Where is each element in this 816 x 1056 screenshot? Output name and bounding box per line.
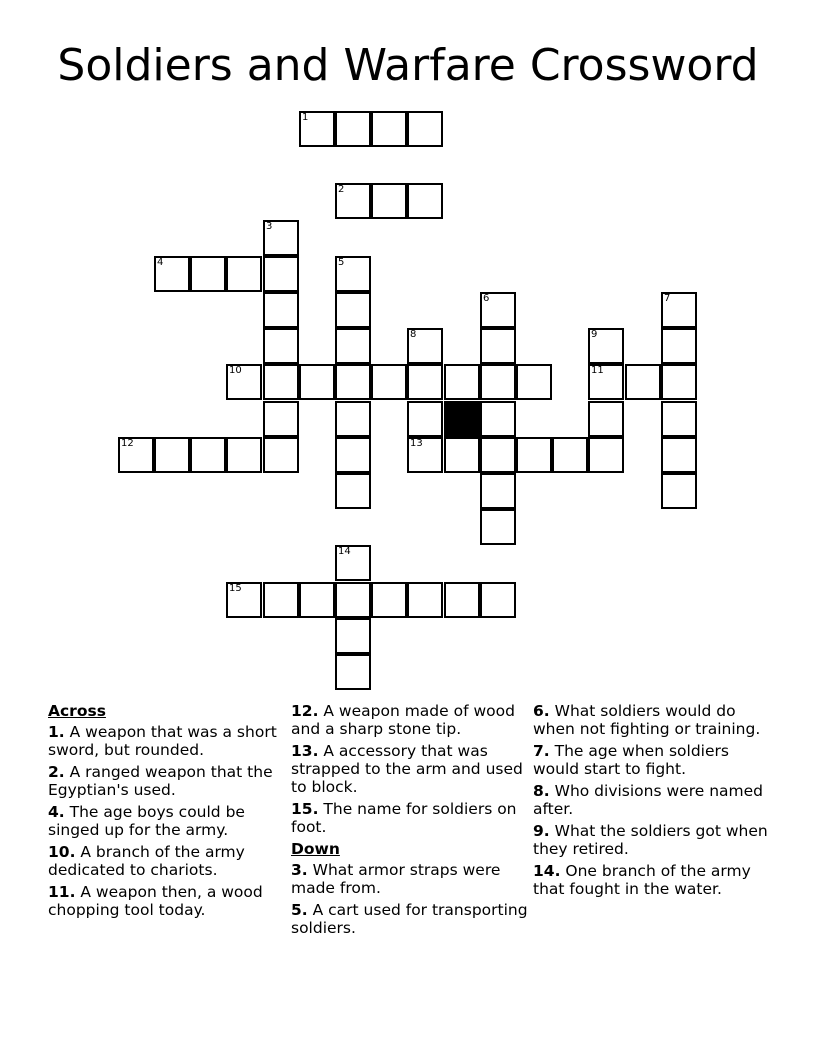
clue-item-text: A weapon that was a short sword, but rounded.: [48, 723, 277, 759]
clue-item: [291, 861, 531, 897]
grid-cell[interactable]: [226, 256, 262, 292]
clue-item-number: 10.: [48, 843, 76, 861]
clue-item-text: One branch of the army that fought in the water.: [533, 862, 751, 898]
grid-cell[interactable]: [407, 437, 443, 473]
grid-cell[interactable]: [480, 437, 516, 473]
grid-cell[interactable]: [263, 401, 299, 437]
clue-item-number: 7.: [533, 742, 550, 760]
grid-cell[interactable]: [335, 111, 371, 147]
clue-number: 13: [410, 438, 423, 449]
clue-item-number: 3.: [291, 861, 308, 879]
grid-cell[interactable]: [263, 582, 299, 618]
clue-number: 5: [338, 257, 345, 268]
clue-item: [48, 763, 278, 799]
grid-cell[interactable]: [588, 328, 624, 364]
grid-cell[interactable]: [299, 111, 335, 147]
grid-cell[interactable]: [226, 364, 262, 400]
grid-cell[interactable]: [299, 364, 335, 400]
grid-cell[interactable]: [335, 545, 371, 581]
grid-cell[interactable]: [263, 437, 299, 473]
across-heading: Across: [48, 702, 106, 720]
grid-cell[interactable]: [480, 509, 516, 545]
grid-cell[interactable]: [625, 364, 661, 400]
clue-item-text: A branch of the army dedicated to chariots.: [48, 843, 245, 879]
grid-cell[interactable]: [661, 401, 697, 437]
grid-cell[interactable]: [407, 582, 443, 618]
grid-cell[interactable]: [226, 437, 262, 473]
grid-cell[interactable]: [335, 364, 371, 400]
clue-item-number: 9.: [533, 822, 550, 840]
grid-cell[interactable]: [335, 292, 371, 328]
clue-number: 8: [410, 329, 417, 340]
clue-item-number: 5.: [291, 901, 308, 919]
grid-cell[interactable]: [661, 292, 697, 328]
grid-cell[interactable]: [516, 364, 552, 400]
clue-number: 15: [229, 583, 242, 594]
grid-cell[interactable]: [335, 582, 371, 618]
clue-item-number: 4.: [48, 803, 65, 821]
page-title: Soldiers and Warfare Crossword: [57, 40, 759, 91]
grid-cell[interactable]: [480, 582, 516, 618]
clue-number: 10: [229, 365, 242, 376]
grid-cell[interactable]: [263, 328, 299, 364]
clue-item-number: 15.: [291, 800, 319, 818]
grid-cell[interactable]: [444, 437, 480, 473]
grid-cell[interactable]: [154, 256, 190, 292]
clue-item-text: The age boys could be singed up for the army.: [48, 803, 245, 839]
clue-number: 14: [338, 546, 351, 557]
clue-item: [291, 742, 531, 796]
clue-number: 3: [266, 221, 273, 232]
grid-cell[interactable]: [263, 292, 299, 328]
grid-cell[interactable]: [407, 401, 443, 437]
grid-cell[interactable]: [335, 618, 371, 654]
grid-cell[interactable]: [480, 473, 516, 509]
clue-item-text: A weapon made of wood and a sharp stone tip.: [291, 702, 515, 738]
clue-item: [533, 862, 773, 898]
grid-cell[interactable]: [335, 437, 371, 473]
grid-cell[interactable]: [226, 582, 262, 618]
clue-item: [533, 702, 773, 738]
grid-cell[interactable]: [190, 256, 226, 292]
clue-item-text: The name for soldiers on foot.: [291, 800, 517, 836]
clue-item: [533, 742, 773, 778]
grid-cell[interactable]: [480, 401, 516, 437]
clue-item-text: A accessory that was strapped to the arm and used to block.: [291, 742, 523, 796]
grid-cell[interactable]: [480, 328, 516, 364]
grid-cell[interactable]: [335, 401, 371, 437]
clue-item-number: 12.: [291, 702, 319, 720]
clue-number: 9: [591, 329, 598, 340]
clue-column-3: [533, 702, 773, 902]
grid-cell[interactable]: [480, 364, 516, 400]
clue-column-2: [291, 702, 531, 941]
grid-cell[interactable]: [407, 364, 443, 400]
clue-item-number: 6.: [533, 702, 550, 720]
grid-cell[interactable]: [335, 473, 371, 509]
clue-number: 12: [121, 438, 134, 449]
clue-item-text: The age when soldiers would start to fight.: [533, 742, 729, 778]
clue-item-number: 13.: [291, 742, 319, 760]
grid-cell[interactable]: [444, 582, 480, 618]
clue-item-text: A weapon then, a wood chopping tool today.: [48, 883, 263, 919]
clue-item: [533, 782, 773, 818]
blocked-cell: [444, 401, 480, 437]
grid-cell[interactable]: [154, 437, 190, 473]
grid-cell[interactable]: [516, 437, 552, 473]
grid-cell[interactable]: [661, 473, 697, 509]
grid-cell[interactable]: [263, 364, 299, 400]
down-heading: Down: [291, 840, 340, 858]
clue-number: 1: [302, 112, 309, 123]
clue-number: 4: [157, 257, 164, 268]
clue-item: [48, 843, 278, 879]
clue-number: 11: [591, 365, 604, 376]
clue-item-number: 1.: [48, 723, 65, 741]
grid-cell[interactable]: [299, 582, 335, 618]
grid-cell[interactable]: [588, 364, 624, 400]
clue-item-text: What soldiers would do when not fighting or training.: [533, 702, 761, 738]
grid-cell[interactable]: [335, 654, 371, 690]
grid-cell[interactable]: [263, 256, 299, 292]
grid-cell[interactable]: [588, 437, 624, 473]
grid-cell[interactable]: [407, 111, 443, 147]
grid-cell[interactable]: [407, 328, 443, 364]
clue-number: 6: [483, 293, 490, 304]
clue-item-text: A ranged weapon that the Egyptian's used.: [48, 763, 273, 799]
clue-item-text: A cart used for transporting soldiers.: [291, 901, 528, 937]
grid-cell[interactable]: [335, 328, 371, 364]
clue-item: [291, 901, 531, 937]
clue-item-text: What armor straps were made from.: [291, 861, 501, 897]
grid-cell[interactable]: [407, 183, 443, 219]
grid-cell[interactable]: [480, 292, 516, 328]
clue-item-text: Who divisions were named after.: [533, 782, 763, 818]
grid-cell[interactable]: [444, 364, 480, 400]
grid-cell[interactable]: [661, 437, 697, 473]
grid-cell[interactable]: [118, 437, 154, 473]
clue-item-number: 8.: [533, 782, 550, 800]
clue-item: [291, 800, 531, 836]
grid-cell[interactable]: [371, 582, 407, 618]
clue-column-1: [48, 702, 278, 923]
clue-item: [48, 723, 278, 759]
grid-cell[interactable]: [661, 328, 697, 364]
grid-cell[interactable]: [588, 401, 624, 437]
clue-number: 2: [338, 184, 345, 195]
clue-item: [291, 702, 531, 738]
clue-item: [48, 803, 278, 839]
grid-cell[interactable]: [371, 364, 407, 400]
grid-cell[interactable]: [661, 364, 697, 400]
grid-cell[interactable]: [552, 437, 588, 473]
clue-item: [48, 883, 278, 919]
clue-item-number: 2.: [48, 763, 65, 781]
grid-cell[interactable]: [263, 220, 299, 256]
grid-cell[interactable]: [335, 256, 371, 292]
grid-cell[interactable]: [190, 437, 226, 473]
clue-item-number: 14.: [533, 862, 561, 880]
clue-item-number: 11.: [48, 883, 76, 901]
clue-item-text: What the soldiers got when they retired.: [533, 822, 768, 858]
grid-cell[interactable]: [371, 183, 407, 219]
grid-cell[interactable]: [371, 111, 407, 147]
clue-item: [533, 822, 773, 858]
grid-cell[interactable]: [335, 183, 371, 219]
clue-number: 7: [664, 293, 671, 304]
